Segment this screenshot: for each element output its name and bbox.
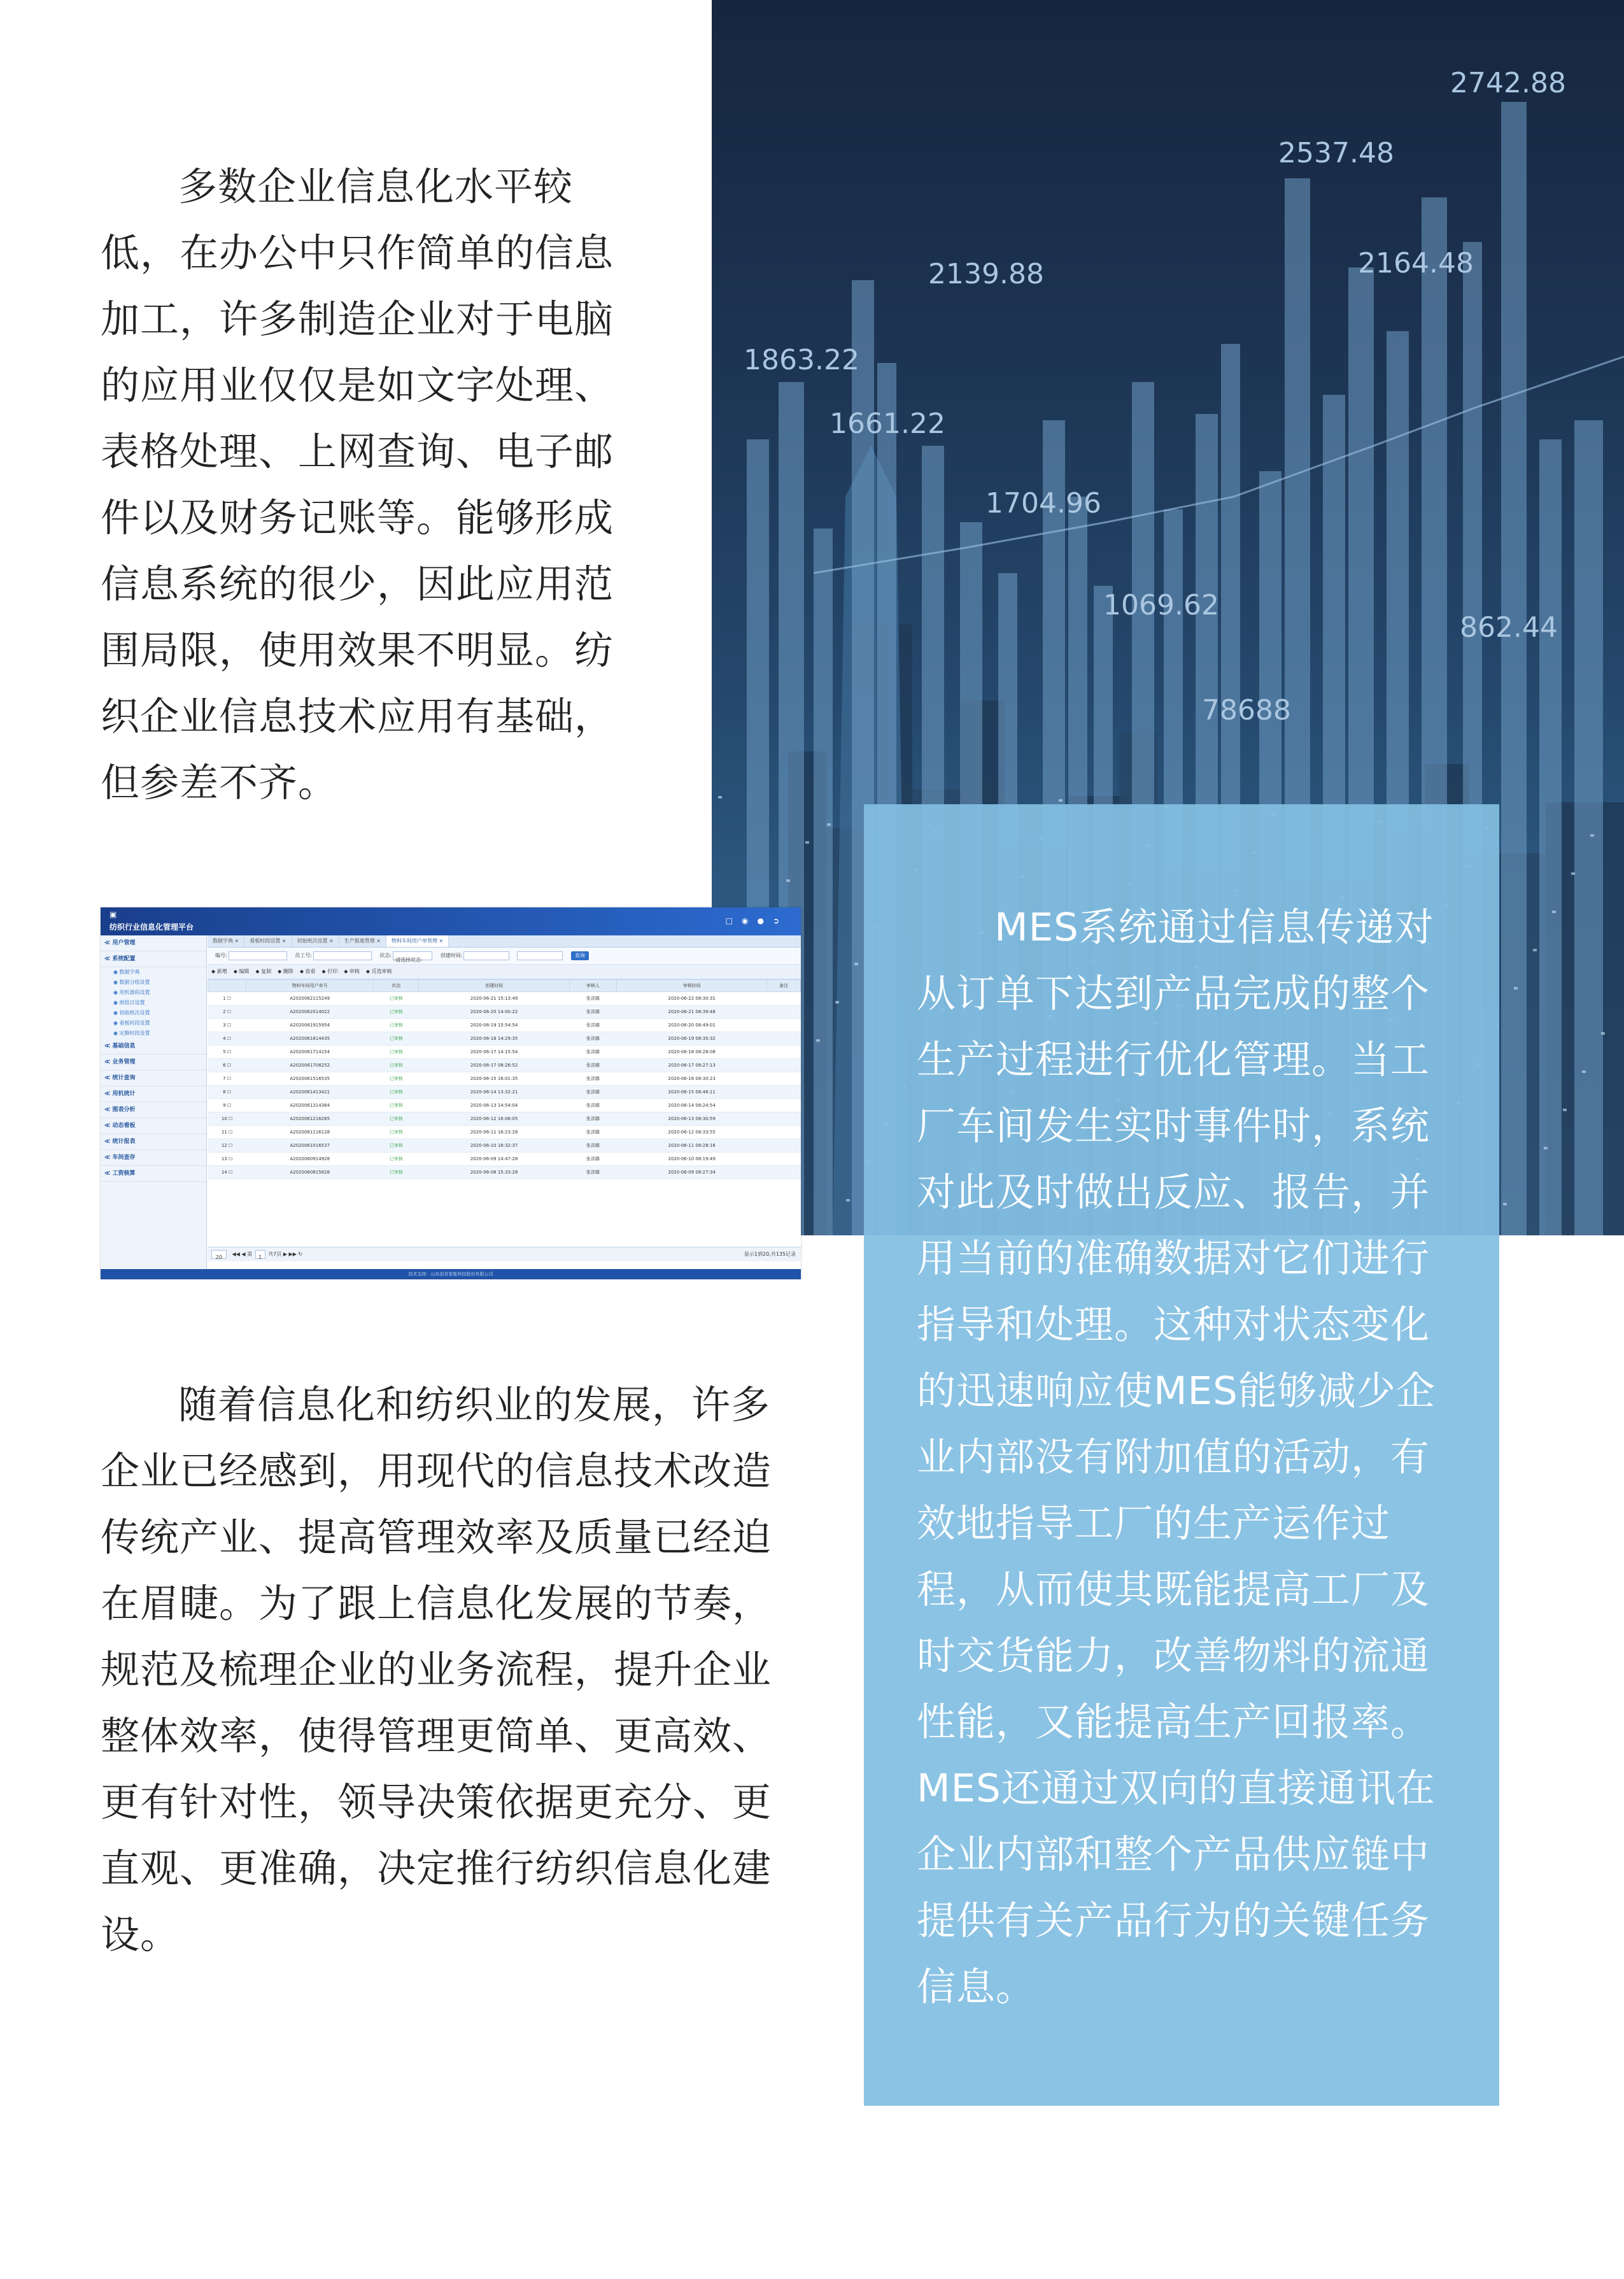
table-cell: 已审核	[374, 1139, 419, 1153]
table-cell: 2020-06-15 08:46:11	[617, 1086, 767, 1099]
table-cell: 2020-06-20 14:00:22	[419, 1005, 569, 1019]
table-cell: 张洪娜	[569, 1112, 616, 1126]
app-filter-bar	[208, 948, 801, 965]
city-light	[1571, 872, 1575, 875]
table-row[interactable]	[208, 1059, 801, 1072]
table-cell: 2020-06-21 15:13:49	[419, 992, 569, 1005]
filter-status-value: -请选择状态-	[393, 956, 423, 963]
sidebar-subitem[interactable]: ◉ 定额时段设置	[113, 1030, 150, 1036]
table-cell: 已审核	[374, 1019, 419, 1032]
table-cell: 2020-06-13 14:54:04	[419, 1099, 569, 1112]
table-cell: 张洪娜	[569, 1032, 616, 1046]
chart-value-label: 862.44	[1460, 611, 1558, 644]
table-cell: A2020061116128	[246, 1126, 374, 1139]
table-cell	[767, 1139, 801, 1153]
table-cell: 2020-06-18 14:29:35	[419, 1032, 569, 1046]
table-cell: 7 ☐	[208, 1072, 246, 1086]
table-cell: 2020-06-08 15:33:28	[419, 1166, 569, 1179]
toolbar-button[interactable]: ◆ 打印	[321, 969, 338, 974]
chart-value-label: 2139.88	[928, 258, 1044, 290]
table-row[interactable]	[208, 1166, 801, 1179]
app-header	[101, 907, 801, 935]
filter-employee-input[interactable]	[313, 951, 372, 960]
tab[interactable]: 物料车间用户单管理 ×	[386, 935, 449, 947]
table-cell	[767, 1153, 801, 1166]
table-cell: 1 ☐	[208, 992, 246, 1005]
table-cell: 10 ☐	[208, 1112, 246, 1126]
city-light	[816, 1039, 820, 1042]
table-row[interactable]	[208, 1086, 801, 1099]
table-cell: A2020060815828	[246, 1166, 374, 1179]
table-cell: 2020-06-11 08:28:16	[617, 1139, 767, 1153]
filter-label-employee: 员工号:	[295, 953, 312, 958]
app-tabs	[208, 935, 801, 948]
table-cell: 2020-06-19 15:54:54	[419, 1019, 569, 1032]
exit-icon[interactable]: ➲	[772, 916, 788, 925]
page-size-select[interactable]	[211, 1250, 227, 1259]
table-cell: 2020-06-16 08:30:23	[617, 1072, 767, 1086]
filter-number-input[interactable]	[229, 951, 287, 960]
app-title: 纺织行业信息化管理平台	[109, 923, 194, 932]
table-cell: A2020062014022	[246, 1005, 374, 1019]
table-cell: 张洪娜	[569, 1072, 616, 1086]
sidebar-subitem[interactable]: ◉ 班组日设置	[113, 1000, 145, 1005]
sidebar-item[interactable]: ≪ 动态看板	[101, 1118, 206, 1134]
column-header[interactable]: 备注	[767, 980, 801, 992]
column-header[interactable]	[208, 980, 246, 992]
table-cell: 张洪娜	[569, 1099, 616, 1112]
filter-label-number: 编号:	[215, 953, 227, 958]
table-cell: 2020-06-19 08:35:32	[617, 1032, 767, 1046]
table-cell: 2020-06-18 08:28:08	[617, 1046, 767, 1059]
sidebar-item[interactable]: ≪ 工资核算	[101, 1166, 206, 1182]
table-cell: 5 ☐	[208, 1046, 246, 1059]
table-cell	[767, 1166, 801, 1179]
table-row[interactable]	[208, 1072, 801, 1086]
table-cell	[767, 1059, 801, 1072]
table-cell: 张洪娜	[569, 1005, 616, 1019]
chart-value-label: 2537.48	[1278, 137, 1394, 169]
prev-page-icon[interactable]: ◀	[241, 1251, 246, 1257]
sidebar-subitem[interactable]: ◉ 数据分组设置	[113, 979, 150, 985]
pager	[208, 1247, 801, 1261]
table-cell: A2020061016537	[246, 1139, 374, 1153]
sidebar-item[interactable]: ≪ 系统配置	[101, 951, 206, 967]
table-cell	[767, 1032, 801, 1046]
table-cell: 已审核	[374, 1059, 419, 1072]
bell-icon[interactable]: ◉	[741, 916, 758, 925]
chart-value-label: 1069.62	[1103, 589, 1219, 621]
table-cell: 2020-06-11 16:23:28	[419, 1126, 569, 1139]
toolbar-button[interactable]: ◆ 复制	[255, 969, 272, 974]
table-cell: 2020-06-12 08:33:55	[617, 1126, 767, 1139]
user-icon[interactable]: ●	[757, 916, 773, 925]
chart-value-label: 78688	[1202, 694, 1291, 727]
city-light	[1590, 834, 1594, 837]
toolbar-button[interactable]: ◆ 编辑	[233, 969, 250, 974]
table-cell: 已审核	[374, 1032, 419, 1046]
table-cell	[767, 1112, 801, 1126]
table-cell: 张洪娜	[569, 1139, 616, 1153]
table-cell: 张洪娜	[569, 1086, 616, 1099]
table-cell: 张洪娜	[569, 1059, 616, 1072]
development-paragraph: 随着信息化和纺织业的发展，许多企业已经感到，用现代的信息技术改造传统产业、提高管理效率及质量已经迫在眉睫。为了跟上信息化发展的节奏，规范及梳理企业的业务流程，提升企业整体效率，使得管理更简单、更高效、更有针对性，领导决策依据更充分、更直观、更准确，决定推行纺织信息化建设。	[101, 1382, 772, 1957]
table-cell: 张洪娜	[569, 1019, 616, 1032]
table-cell: 14 ☐	[208, 1166, 246, 1179]
toolbar-button[interactable]: ◆ 审核	[344, 969, 360, 974]
city-light	[1503, 1203, 1507, 1205]
city-light	[854, 963, 858, 965]
table-cell: A2020061216265	[246, 1112, 374, 1126]
table-cell: 已审核	[374, 1099, 419, 1112]
table-cell: 张洪娜	[569, 1046, 616, 1059]
tab[interactable]: 看板时段设置 ×	[244, 935, 292, 947]
chart-bar	[1539, 439, 1562, 1235]
table-cell: A2020061915954	[246, 1019, 374, 1032]
chart-value-label: 1704.96	[985, 487, 1101, 520]
toolbar-button[interactable]: ◆ 查看	[299, 969, 316, 974]
city-light	[1059, 799, 1063, 802]
sidebar-item[interactable]: ≪ 基础信息	[101, 1039, 206, 1054]
table-cell: 2020-06-10 08:19:49	[617, 1153, 767, 1166]
filter-label-status: 状态:	[379, 953, 392, 958]
sidebar-subitem[interactable]: ◉ 数据字典	[113, 969, 140, 975]
city-light	[805, 841, 809, 844]
chart-bar	[1574, 420, 1603, 1235]
table-cell: 2020-06-13 08:30:59	[617, 1112, 767, 1126]
app-sidebar	[101, 935, 207, 1279]
table-cell	[767, 1019, 801, 1032]
table-cell	[767, 1099, 801, 1112]
city-light	[846, 1199, 850, 1202]
column-header[interactable]: 审核时间	[617, 980, 767, 992]
table-cell: A2020061314364	[246, 1099, 374, 1112]
filter-status-select[interactable]	[393, 951, 432, 963]
table-cell	[767, 1005, 801, 1019]
table-cell: 2020-06-20 08:49:01	[617, 1019, 767, 1032]
table-row[interactable]	[208, 1032, 801, 1046]
table-cell: A2020061714154	[246, 1046, 374, 1059]
table-cell: 已审核	[374, 1112, 419, 1126]
table-cell: 2020-06-15 16:01:35	[419, 1072, 569, 1086]
app-toolbar	[208, 965, 801, 979]
table-cell: A2020061708252	[246, 1059, 374, 1072]
table-cell: 张洪娜	[569, 1153, 616, 1166]
city-light	[786, 879, 790, 882]
table-cell: 2020-06-14 13:32:21	[419, 1086, 569, 1099]
total-pages: 共7页	[268, 1251, 282, 1257]
table-cell: A2020060914928	[246, 1153, 374, 1166]
table-cell: 2020-06-17 08:26:52	[419, 1059, 569, 1072]
table-cell: 张洪娜	[569, 1166, 616, 1179]
page-size-value: 20	[215, 1254, 223, 1260]
table-cell: 张洪娜	[569, 992, 616, 1005]
city-light	[1533, 949, 1537, 951]
chart-value-label: 2164.48	[1358, 247, 1474, 280]
toolbar-button[interactable]: ◆ 反选审核	[365, 969, 392, 974]
mes-paragraph: MES系统通过信息传递对从订单下达到产品完成的整个生产过程进行优化管理。当工厂车间发生实时事件时，系统对此及时做出反应、报告，并用当前的准确数据对它们进行指导和处理。这种对状态变化的迅速响应使MES能够减少企业内部没有附加值的活动，有效地指导工厂的生产运作过程，从而使其既能提高工厂及时交货能力，改善物料的流通性能，又能提高生产回报率。MES还通过双向的直接通讯在企业内部和整个产品供应链中提供有关产品行为的关键任务信息。	[917, 905, 1436, 2010]
sidebar-subitem[interactable]: ◉ 初始班次设置	[113, 1010, 150, 1016]
table-cell: 已审核	[374, 1046, 419, 1059]
table-cell	[767, 1126, 801, 1139]
table-cell: 已审核	[374, 1166, 419, 1179]
chart-value-label: 1863.22	[744, 344, 859, 376]
table-cell: A2020061413421	[246, 1086, 374, 1099]
table-cell: 2020-06-17 14:15:54	[419, 1046, 569, 1059]
app-logo-icon: ▣	[109, 910, 117, 919]
filter-date-to[interactable]	[517, 951, 563, 960]
page-number-value: 1	[258, 1254, 262, 1260]
table-cell: 8 ☐	[208, 1086, 246, 1099]
table-row[interactable]	[208, 1139, 801, 1153]
table-header	[208, 980, 801, 992]
table-row[interactable]	[208, 1099, 801, 1112]
table-cell: 2020-06-21 08:39:48	[617, 1005, 767, 1019]
table-row[interactable]	[208, 1005, 801, 1019]
chart-bar	[1501, 102, 1527, 1235]
city-light	[718, 796, 722, 799]
table-cell: A2020061516535	[246, 1072, 374, 1086]
toolbar-button[interactable]: ◆ 新增	[211, 969, 227, 974]
table-cell: 已审核	[374, 1086, 419, 1099]
table-cell: 已审核	[374, 1153, 419, 1166]
table-cell: 已审核	[374, 1126, 419, 1139]
city-light	[1601, 1032, 1605, 1035]
table-cell: 2020-06-14 08:24:54	[617, 1099, 767, 1112]
table-row[interactable]	[208, 1112, 801, 1126]
mes-app-screenshot	[101, 907, 801, 1279]
table-cell: 2020-06-17 08:27:13	[617, 1059, 767, 1072]
chart-value-label: 2742.88	[1450, 67, 1566, 99]
sidebar-item[interactable]: ≪ 用户管理	[101, 935, 206, 951]
table-cell: 已审核	[374, 1072, 419, 1086]
chart-bar	[814, 529, 833, 1235]
table-cell	[767, 1086, 801, 1099]
chart-value-label: 1661.22	[830, 408, 945, 440]
table-cell: A2020062115249	[246, 992, 374, 1005]
city-light	[1544, 1147, 1548, 1149]
city-light	[827, 823, 831, 826]
table-row[interactable]	[208, 1019, 801, 1032]
table-cell: 2020-06-10 16:32:37	[419, 1139, 569, 1153]
table-cell: 3 ☐	[208, 1019, 246, 1032]
sidebar-item[interactable]: ≪ 统计查询	[101, 1070, 206, 1086]
table-cell: 2020-06-22 08:30:31	[617, 992, 767, 1005]
intro-paragraph: 多数企业信息化水平较低，在办公中只作简单的信息加工，许多制造企业对于电脑的应用业仅仅是如文字处理、表格处理、上网查询、电子邮件以及财务记账等。能够形成信息系统的很少，因此应用范围局限，使用效果不明显。纺织企业信息技术应用有基础，但参差不齐。	[101, 164, 614, 806]
sidebar-item[interactable]: ≪ 业务管理	[101, 1054, 206, 1070]
sidebar-item[interactable]: ≪ 图表分析	[101, 1102, 206, 1118]
tab[interactable]: 生产报废管理 ×	[339, 935, 386, 947]
table-cell	[767, 992, 801, 1005]
first-page-icon[interactable]: ◀◀	[232, 1251, 240, 1257]
table-row[interactable]	[208, 1046, 801, 1059]
city-light	[1552, 911, 1556, 913]
table-cell: 9 ☐	[208, 1099, 246, 1112]
column-header[interactable]: 状态	[374, 980, 419, 992]
toolbar-button[interactable]: ◆ 删除	[278, 969, 293, 974]
table-cell: 12 ☐	[208, 1139, 246, 1153]
column-header[interactable]: 审核人	[569, 980, 616, 992]
table-cell: 6 ☐	[208, 1059, 246, 1072]
table-cell: 2 ☐	[208, 1005, 246, 1019]
query-button[interactable]: 查询	[571, 951, 589, 960]
table-cell: A2020061814435	[246, 1032, 374, 1046]
sidebar-item[interactable]: ≪ 用机统计	[101, 1086, 206, 1102]
sidebar-subitem[interactable]: ◉ 看板时段设置	[113, 1020, 150, 1026]
table-row[interactable]	[208, 1126, 801, 1139]
filter-date-from[interactable]	[463, 951, 509, 960]
pager-summary: 显示1到20,共135记录	[744, 1251, 796, 1257]
page-label: 第	[247, 1251, 253, 1257]
sidebar-item[interactable]: ≪ 统计报表	[101, 1134, 206, 1150]
city-light	[835, 1001, 839, 1004]
sidebar-subitem[interactable]: ◉ 用机器码设置	[113, 990, 150, 995]
app-main	[208, 935, 801, 1279]
table-row[interactable]	[208, 992, 801, 1005]
app-footer: 技术支持：山东信息智能科技股份有限公司	[101, 1269, 801, 1279]
table-row[interactable]	[208, 1153, 801, 1166]
table-cell: 已审核	[374, 992, 419, 1005]
tab[interactable]: 数据字典 ×	[208, 935, 244, 947]
table-cell	[767, 1072, 801, 1086]
tab[interactable]: 初始班次设置 ×	[292, 935, 339, 947]
table-cell	[767, 1046, 801, 1059]
column-header[interactable]: 物料车间用户单号	[246, 980, 374, 992]
refresh-icon[interactable]: ↻	[298, 1251, 303, 1257]
page-number-input[interactable]	[255, 1250, 265, 1259]
table-cell: 已审核	[374, 1005, 419, 1019]
table-cell: 2020-06-09 08:27:34	[617, 1166, 767, 1179]
table-cell: 张洪娜	[569, 1126, 616, 1139]
filter-label-created: 创建时间:	[440, 953, 463, 958]
sidebar-item[interactable]: ≪ 车间查存	[101, 1150, 206, 1166]
table-cell: 2020-06-09 14:47:28	[419, 1153, 569, 1166]
table-cell: 11 ☐	[208, 1126, 246, 1139]
next-page-icon[interactable]: ▶	[283, 1251, 287, 1257]
app-header-icons	[726, 916, 788, 925]
monitor-icon[interactable]: □	[725, 916, 742, 925]
data-table	[208, 979, 801, 1179]
column-header[interactable]: 创建时间	[419, 980, 569, 992]
table-cell: 2020-06-12 16:08:05	[419, 1112, 569, 1126]
table-cell: 13 ☐	[208, 1153, 246, 1166]
city-light	[1563, 1109, 1567, 1111]
city-light	[1582, 1070, 1586, 1073]
last-page-icon[interactable]: ▶▶	[288, 1251, 297, 1257]
table-cell: 4 ☐	[208, 1032, 246, 1046]
city-light	[1514, 987, 1518, 990]
